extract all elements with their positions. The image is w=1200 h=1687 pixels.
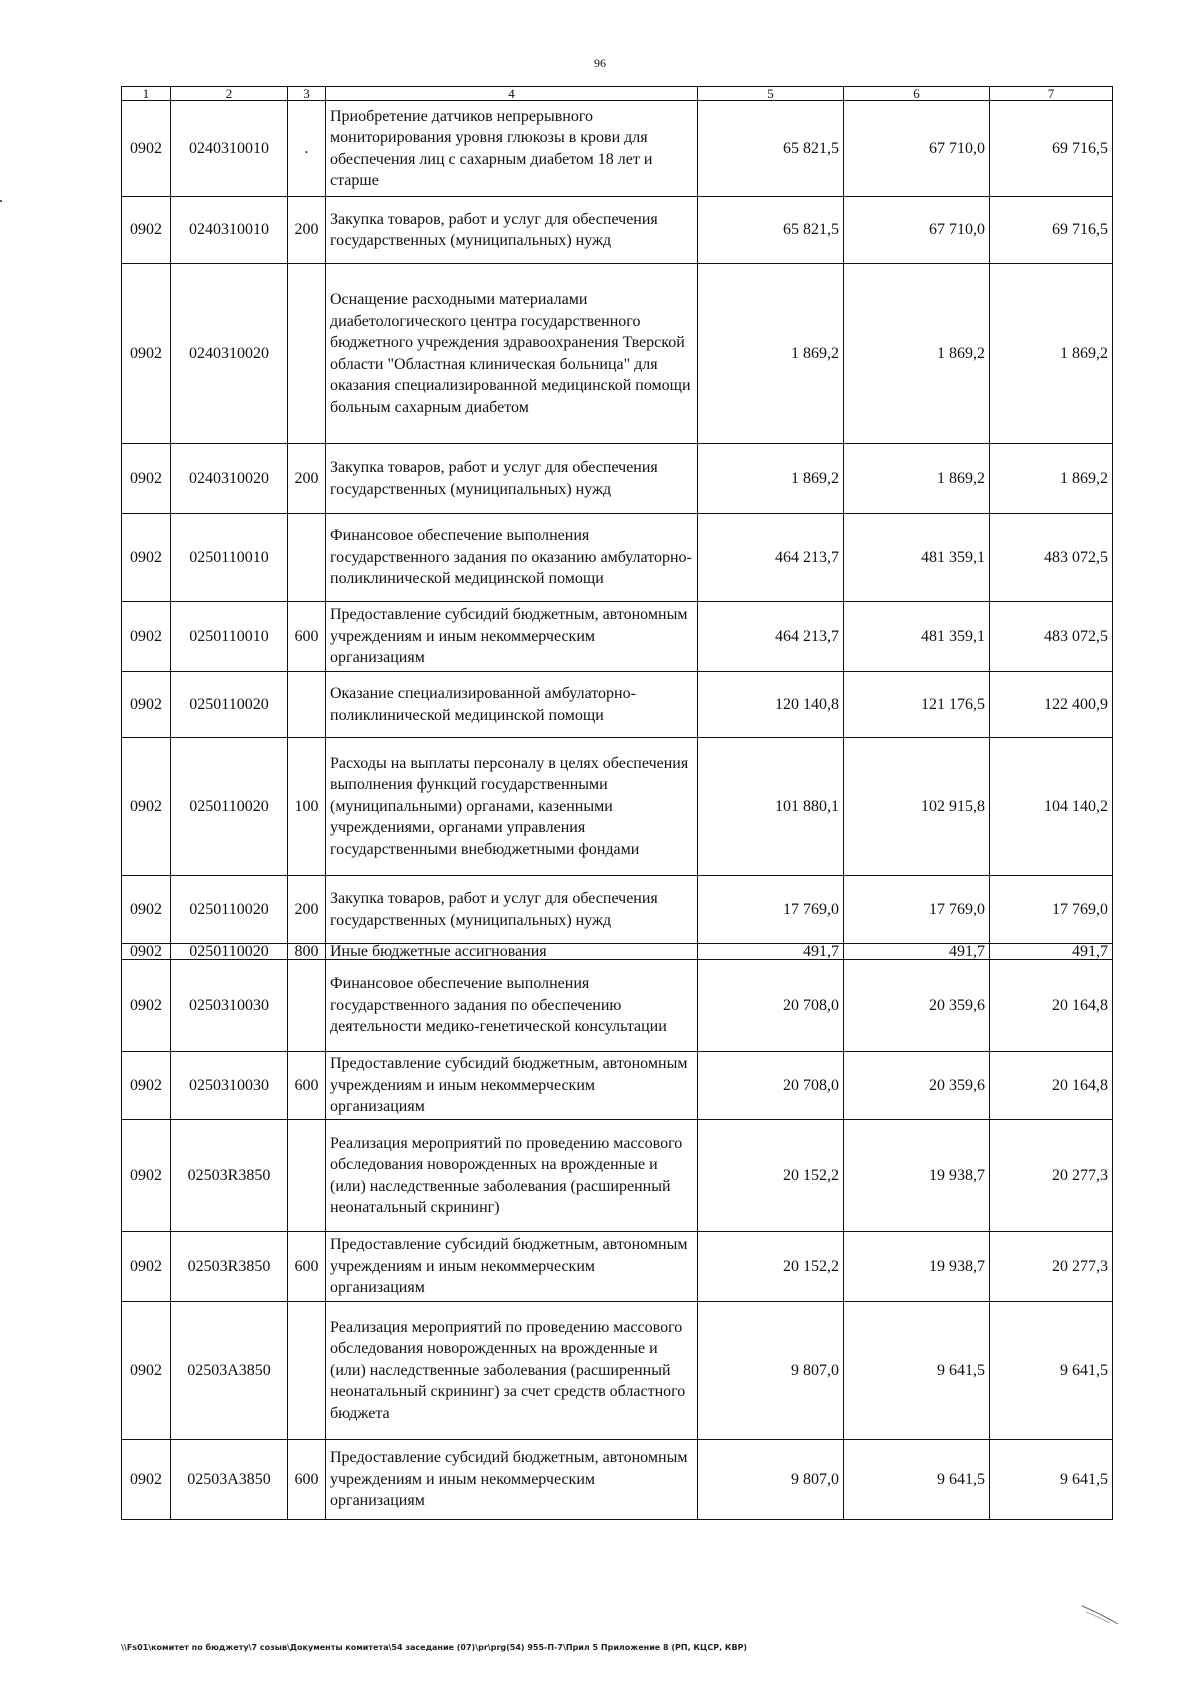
table-row — [122, 1440, 1113, 1520]
scan-mark — [0, 200, 2, 202]
item-name: Реализация мероприятий по проведению массового обследования новорожденных на врожденные и (или) наследственные заболевания (расширенный неонатальный скрининг) за счет средств областного бюджета — [326, 1302, 698, 1440]
expense-type: 200 — [288, 197, 326, 264]
section-code: 0902 — [122, 1052, 171, 1120]
table-header-row — [122, 87, 1113, 101]
target-article: 0250310030 — [171, 1052, 288, 1120]
amount-year-3: 104 140,2 — [990, 738, 1113, 876]
expense-type: . — [288, 101, 326, 197]
header-cell: 5 — [698, 87, 844, 101]
amount-year-3: 69 716,5 — [990, 197, 1113, 264]
expense-type: 600 — [288, 1052, 326, 1120]
target-article: 0250110010 — [171, 514, 288, 602]
item-name: Предоставление субсидий бюджетным, автономным учреждениям и иным некоммерческим организациям — [326, 1440, 698, 1520]
pen-mark — [1080, 1602, 1120, 1628]
amount-year-3: 9 641,5 — [990, 1440, 1113, 1520]
target-article: 02503A3850 — [171, 1302, 288, 1440]
amount-year-2: 481 359,1 — [844, 602, 990, 672]
target-article: 0240310020 — [171, 444, 288, 514]
table-row — [122, 1052, 1113, 1120]
expense-type — [288, 1302, 326, 1440]
section-code: 0902 — [122, 444, 171, 514]
header-cell: 1 — [122, 87, 171, 101]
amount-year-2: 20 359,6 — [844, 1052, 990, 1120]
item-name: Закупка товаров, работ и услуг для обеспечения государственных (муниципальных) нужд — [326, 197, 698, 264]
amount-year-3: 483 072,5 — [990, 602, 1113, 672]
section-code: 0902 — [122, 1440, 171, 1520]
amount-year-2: 19 938,7 — [844, 1232, 990, 1302]
amount-year-1: 20 152,2 — [698, 1120, 844, 1232]
amount-year-3: 69 716,5 — [990, 101, 1113, 197]
item-name: Оказание специализированной амбулаторно-поликлинической медицинской помощи — [326, 672, 698, 738]
amount-year-1: 1 869,2 — [698, 264, 844, 444]
target-article: 0250310030 — [171, 960, 288, 1052]
table-row — [122, 738, 1113, 876]
file-path-footer: \\Fs01\комитет по бюджету\7 созыв\Документы комитета\54 заседание (07)\pr\prg(54) 955-П-7\Прил 5 Приложение 8 (РП, КЦСР, КВР) — [121, 1643, 748, 1652]
amount-year-1: 65 821,5 — [698, 197, 844, 264]
amount-year-1: 20 708,0 — [698, 960, 844, 1052]
amount-year-3: 1 869,2 — [990, 264, 1113, 444]
table-row — [122, 672, 1113, 738]
amount-year-3: 122 400,9 — [990, 672, 1113, 738]
amount-year-3: 491,7 — [990, 944, 1113, 960]
amount-year-3: 20 277,3 — [990, 1120, 1113, 1232]
table-row — [122, 960, 1113, 1052]
table-row — [122, 264, 1113, 444]
header-cell: 7 — [990, 87, 1113, 101]
table-row — [122, 444, 1113, 514]
amount-year-2: 1 869,2 — [844, 264, 990, 444]
amount-year-1: 120 140,8 — [698, 672, 844, 738]
expense-type: 100 — [288, 738, 326, 876]
table-row — [122, 602, 1113, 672]
section-code: 0902 — [122, 672, 171, 738]
header-cell: 6 — [844, 87, 990, 101]
expense-type — [288, 672, 326, 738]
expense-type: 600 — [288, 1232, 326, 1302]
header-cell: 3 — [288, 87, 326, 101]
header-cell: 4 — [326, 87, 698, 101]
item-name: Приобретение датчиков непрерывного мониторирования уровня глюкозы в крови для обеспечения лиц с сахарным диабетом 18 лет и старше — [326, 101, 698, 197]
amount-year-3: 20 277,3 — [990, 1232, 1113, 1302]
amount-year-3: 20 164,8 — [990, 960, 1113, 1052]
amount-year-1: 65 821,5 — [698, 101, 844, 197]
amount-year-3: 20 164,8 — [990, 1052, 1113, 1120]
item-name: Финансовое обеспечение выполнения государственного задания по обеспечению деятельности медико-генетической консультации — [326, 960, 698, 1052]
amount-year-3: 9 641,5 — [990, 1302, 1113, 1440]
item-name: Расходы на выплаты персоналу в целях обеспечения выполнения функций государственными (муниципальными) органами, казенными учреждениями, органами управления государственными внебюджетными фондами — [326, 738, 698, 876]
expense-type: 600 — [288, 1440, 326, 1520]
amount-year-2: 19 938,7 — [844, 1120, 990, 1232]
target-article: 02503R3850 — [171, 1232, 288, 1302]
budget-table — [121, 86, 1113, 1520]
item-name: Реализация мероприятий по проведению массового обследования новорожденных на врожденные и (или) наследственные заболевания (расширенный неонатальный скрининг) — [326, 1120, 698, 1232]
target-article: 02503A3850 — [171, 1440, 288, 1520]
amount-year-2: 9 641,5 — [844, 1302, 990, 1440]
section-code: 0902 — [122, 1232, 171, 1302]
section-code: 0902 — [122, 738, 171, 876]
amount-year-2: 481 359,1 — [844, 514, 990, 602]
section-code: 0902 — [122, 514, 171, 602]
table-row — [122, 1232, 1113, 1302]
table-row — [122, 876, 1113, 944]
table-row — [122, 514, 1113, 602]
item-name: Предоставление субсидий бюджетным, автономным учреждениям и иным некоммерческим организациям — [326, 1052, 698, 1120]
amount-year-1: 464 213,7 — [698, 602, 844, 672]
section-code: 0902 — [122, 264, 171, 444]
amount-year-3: 1 869,2 — [990, 444, 1113, 514]
target-article: 0250110010 — [171, 602, 288, 672]
section-code: 0902 — [122, 602, 171, 672]
expense-type — [288, 514, 326, 602]
amount-year-2: 67 710,0 — [844, 197, 990, 264]
item-name: Оснащение расходными материалами диабетологического центра государственного бюджетного учреждения здравоохранения Тверской области "Областная клиническая больница" для оказания специализированной медицинской помощи больным сахарным диабетом — [326, 264, 698, 444]
section-code: 0902 — [122, 1120, 171, 1232]
amount-year-2: 20 359,6 — [844, 960, 990, 1052]
target-article: 02503R3850 — [171, 1120, 288, 1232]
expense-type: 200 — [288, 876, 326, 944]
page-number: 96 — [594, 56, 606, 70]
section-code: 0902 — [122, 876, 171, 944]
table-row — [122, 944, 1113, 960]
amount-year-2: 491,7 — [844, 944, 990, 960]
amount-year-2: 102 915,8 — [844, 738, 990, 876]
section-code: 0902 — [122, 960, 171, 1052]
expense-type — [288, 264, 326, 444]
table-row — [122, 101, 1113, 197]
amount-year-1: 101 880,1 — [698, 738, 844, 876]
section-code: 0902 — [122, 101, 171, 197]
target-article: 0240310010 — [171, 197, 288, 264]
target-article: 0250110020 — [171, 944, 288, 960]
amount-year-1: 464 213,7 — [698, 514, 844, 602]
target-article: 0250110020 — [171, 738, 288, 876]
amount-year-1: 9 807,0 — [698, 1302, 844, 1440]
expense-type: 800 — [288, 944, 326, 960]
expense-type: 600 — [288, 602, 326, 672]
expense-type — [288, 1120, 326, 1232]
expense-type — [288, 960, 326, 1052]
target-article: 0240310020 — [171, 264, 288, 444]
amount-year-3: 17 769,0 — [990, 876, 1113, 944]
amount-year-1: 20 152,2 — [698, 1232, 844, 1302]
item-name: Закупка товаров, работ и услуг для обеспечения государственных (муниципальных) нужд — [326, 444, 698, 514]
target-article: 0250110020 — [171, 876, 288, 944]
table-row — [122, 1120, 1113, 1232]
item-name: Финансовое обеспечение выполнения государственного задания по оказанию амбулаторно-поликлинической медицинской помощи — [326, 514, 698, 602]
amount-year-2: 17 769,0 — [844, 876, 990, 944]
amount-year-1: 1 869,2 — [698, 444, 844, 514]
amount-year-1: 491,7 — [698, 944, 844, 960]
table-row — [122, 1302, 1113, 1440]
amount-year-2: 121 176,5 — [844, 672, 990, 738]
table-row — [122, 197, 1113, 264]
section-code: 0902 — [122, 197, 171, 264]
amount-year-2: 9 641,5 — [844, 1440, 990, 1520]
item-name: Закупка товаров, работ и услуг для обеспечения государственных (муниципальных) нужд — [326, 876, 698, 944]
amount-year-1: 17 769,0 — [698, 876, 844, 944]
target-article: 0250110020 — [171, 672, 288, 738]
item-name: Предоставление субсидий бюджетным, автономным учреждениям и иным некоммерческим организациям — [326, 602, 698, 672]
item-name: Предоставление субсидий бюджетным, автономным учреждениям и иным некоммерческим организациям — [326, 1232, 698, 1302]
target-article: 0240310010 — [171, 101, 288, 197]
item-name: Иные бюджетные ассигнования — [326, 944, 698, 960]
header-cell: 2 — [171, 87, 288, 101]
amount-year-1: 9 807,0 — [698, 1440, 844, 1520]
amount-year-3: 483 072,5 — [990, 514, 1113, 602]
section-code: 0902 — [122, 944, 171, 960]
amount-year-2: 67 710,0 — [844, 101, 990, 197]
amount-year-1: 20 708,0 — [698, 1052, 844, 1120]
section-code: 0902 — [122, 1302, 171, 1440]
amount-year-2: 1 869,2 — [844, 444, 990, 514]
expense-type: 200 — [288, 444, 326, 514]
